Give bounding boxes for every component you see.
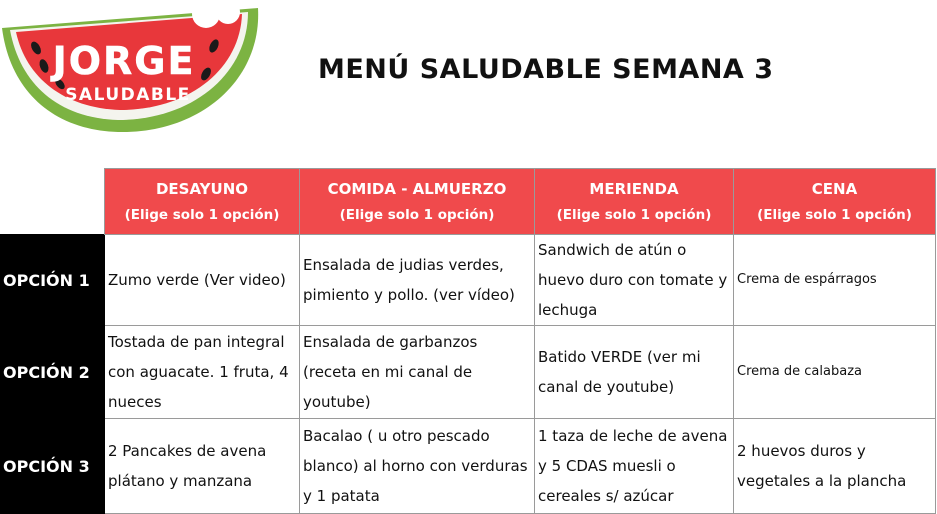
cell-opcion2-desayuno: Tostada de pan integral con aguacate. 1 fruta, 4 nueces [105,326,300,419]
header-comida-name: COMIDA - ALMUERZO [327,179,507,198]
header-cena-sub: (Elige solo 1 opción) [757,206,912,223]
header-merienda-name: MERIENDA [589,179,679,198]
cell-opcion3-cena: 2 huevos duros y vegetales a la plancha [734,419,936,514]
cell-opcion1-comida: Ensalada de judias verdes, pimiento y pollo. (ver vídeo) [300,235,535,326]
table-row [1,419,936,514]
cell-opcion2-merienda: Batido VERDE (ver mi canal de youtube) [535,326,734,419]
header-comida-sub: (Elige solo 1 opción) [339,206,495,223]
row-label-opcion-3: OPCIÓN 3 [1,419,105,514]
cell-opcion3-desayuno: 2 Pancakes de avena plátano y manzana [105,419,300,514]
table-row [1,235,936,326]
jorge-saludable-logo [0,0,262,140]
header-desayuno-name: DESAYUNO [155,179,249,198]
logo-text-saludable: SALUDABLE [65,85,191,105]
header-cena [734,169,936,235]
cell-opcion1-merienda: Sandwich de atún o huevo duro con tomate y lechuga [535,235,734,326]
cell-opcion3-comida: Bacalao ( u otro pescado blanco) al horno con verduras y 1 patata [300,419,535,514]
page-title: MENÚ SALUDABLE SEMANA 3 [318,54,774,85]
table-row [1,326,936,419]
table-corner [1,169,105,235]
header-desayuno-sub: (Elige solo 1 opción) [124,206,280,223]
cell-opcion2-cena: Crema de calabaza [734,326,936,419]
row-label-opcion-1: OPCIÓN 1 [1,235,105,326]
cell-opcion2-comida: Ensalada de garbanzos (receta en mi canal de youtube) [300,326,535,419]
header-cena-name: CENA [811,179,858,198]
header-merienda [535,169,734,235]
row-label-opcion-2: OPCIÓN 2 [1,326,105,419]
cell-opcion1-desayuno: Zumo verde (Ver video) [105,235,300,326]
logo-text-jorge: JORGE [52,39,196,83]
header-desayuno [105,169,300,235]
header-merienda-sub: (Elige solo 1 opción) [556,206,712,223]
cell-opcion1-cena: Crema de espárragos [734,235,936,326]
cell-opcion3-merienda: 1 taza de leche de avena y 5 CDAS muesli o cereales s/ azúcar [535,419,734,514]
menu-table [0,168,936,514]
header-comida [300,169,535,235]
